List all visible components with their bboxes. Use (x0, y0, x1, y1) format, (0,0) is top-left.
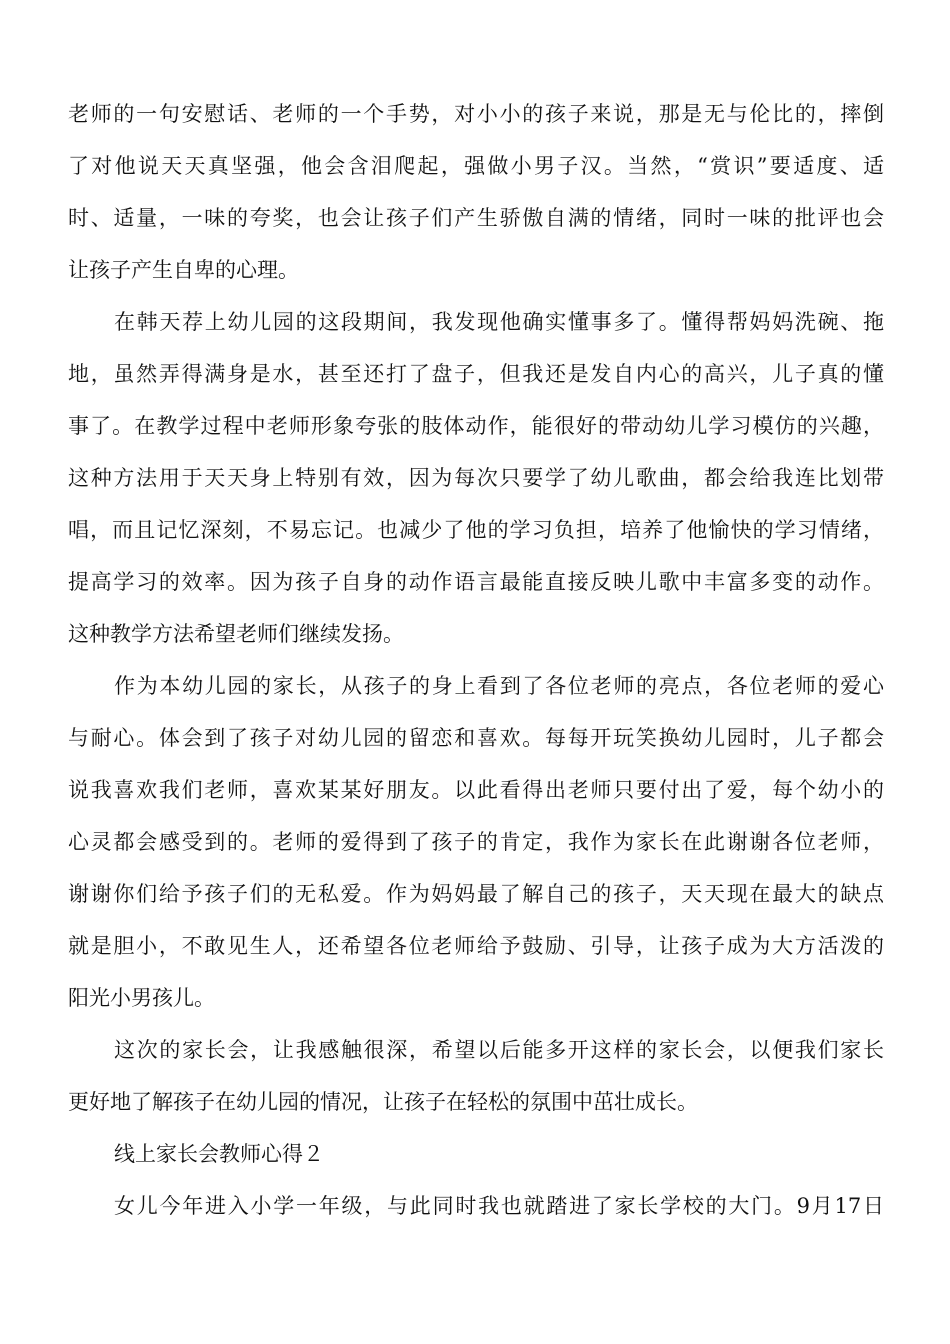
text-line: 说我喜欢我们老师，喜欢某某好朋友。以此看得出老师只要付出了爱，每个幼小的 (68, 778, 884, 802)
text-line: 谢谢你们给予孩子们的无私爱。作为妈妈最了解自己的孩子，天天现在最大的缺点 (68, 882, 884, 906)
text-line: 老师的一句安慰话、老师的一个手势，对小小的孩子来说，那是无与伦比的，摔倒 (68, 102, 884, 126)
text-line: 这次的家长会，让我感触很深，希望以后能多开这样的家长会，以便我们家长 (114, 1038, 884, 1062)
text-line: 在韩天荐上幼儿园的这段期间，我发现他确实懂事多了。懂得帮妈妈洗碗、拖 (114, 310, 884, 334)
document-body (68, 88, 884, 1232)
text-line: 阳光小男孩儿。 (68, 986, 215, 1010)
text-line: 就是胆小，不敢见生人，还希望各位老师给予鼓励、引导，让孩子成为大方活泼的 (68, 934, 884, 958)
text-line: 事了。在教学过程中老师形象夸张的肢体动作，能很好的带动幼儿学习模仿的兴趣， (68, 414, 884, 438)
text-line: 更好地了解孩子在幼儿园的情况，让孩子在轻松的氛围中茁壮成长。 (68, 1090, 698, 1114)
text-line: 与耐心。体会到了孩子对幼儿园的留恋和喜欢。每每开玩笑换幼儿园时，儿子都会 (68, 726, 884, 750)
text-line: 时、适量，一味的夸奖，也会让孩子们产生骄傲自满的情绪，同时一味的批评也会 (68, 206, 884, 230)
text-line: 心灵都会感受到的。老师的爱得到了孩子的肯定，我作为家长在此谢谢各位老师， (68, 830, 884, 854)
text-line: 这种教学方法希望老师们继续发扬。 (68, 622, 404, 646)
text-line: 唱，而且记忆深刻，不易忘记。也减少了他的学习负担，培养了他愉快的学习情绪， (68, 518, 884, 542)
text-line: 提高学习的效率。因为孩子自身的动作语言最能直接反映儿歌中丰富多变的动作。 (68, 570, 884, 594)
text-line: 女儿今年进入小学一年级，与此同时我也就踏进了家长学校的大门。9月17日 (114, 1194, 884, 1218)
text-line: 地，虽然弄得满身是水，甚至还打了盘子，但我还是发自内心的高兴，儿子真的懂 (68, 362, 884, 386)
text-line: 这种方法用于天天身上特别有效，因为每次只要学了幼儿歌曲，都会给我连比划带 (68, 466, 884, 490)
section-heading: 线上家长会教师心得２ (114, 1142, 324, 1166)
text-line: 让孩子产生自卑的心理。 (68, 258, 299, 282)
text-line: 了对他说天天真坚强，他会含泪爬起，强做小男子汉。当然，“赏识”要适度、适 (68, 154, 884, 178)
text-line: 作为本幼儿园的家长，从孩子的身上看到了各位老师的亮点，各位老师的爱心 (114, 674, 884, 698)
